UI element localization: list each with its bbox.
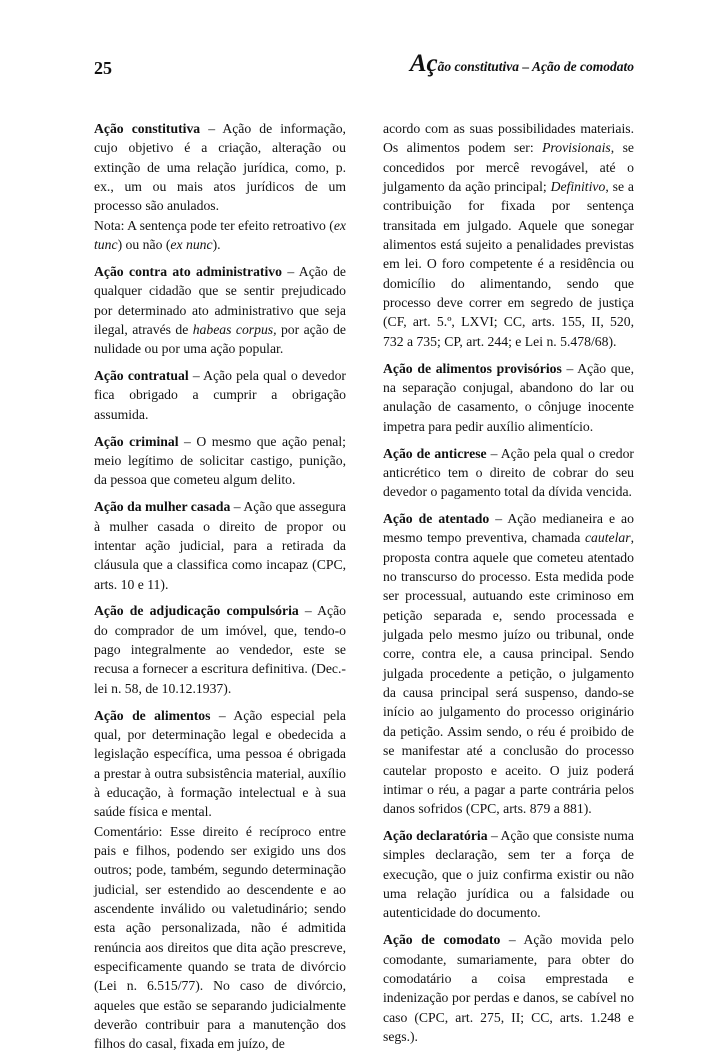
dictionary-entry (94, 366, 346, 424)
entry-italic-text: habeas corpus, (192, 321, 277, 337)
entry-text: – Ação pela qual o credor anticrético tem o direito de cobrar do seu devedor o pagamento total da dívida vencida. (383, 445, 634, 500)
entry-term: Ação de alimentos provisórios (383, 360, 562, 376)
entry-italic-text: cautelar (584, 530, 631, 546)
entry-term: Ação da mulher casada (94, 499, 231, 515)
entry-text: ). (212, 237, 221, 253)
entry-text: – Ação que, na separação conjugal, abandono do lar ou anulação de casamento, o cônjuge inocente impetra para pedir auxílio alimentício. (383, 360, 634, 434)
entry-italic-text: Provisionais (542, 140, 611, 156)
entry-term: Ação de adjudicação compulsória (94, 603, 299, 619)
dictionary-entry (383, 509, 634, 819)
entry-text: , se concedidos por mercê revogável, até o julgamento da ação principal; (383, 140, 634, 195)
entry-text: – Ação do comprador de um imóvel, que, tendo-o pago integralmente ao vendedor, este se recusa a fornecer a escritura definitiva. (Dec.-lei n. 58, de 10.12.1937). (94, 603, 346, 696)
entry-text: – Ação de informação, cujo objetivo é a criação, alteração ou extinção de uma relação jurídica, como, p. ex., um ou mais atos jurídicos de um processo são anulados. (94, 121, 346, 214)
dictionary-entry (383, 930, 634, 1046)
running-head-initial: Aç (409, 50, 438, 77)
dictionary-entry (94, 497, 346, 594)
running-head (410, 50, 634, 78)
entry-text: Comentário: Esse direito é recíproco entre pais e filhos, podendo ser exigido uns dos outros; pode, também, segundo determinação judicial, ser estendido ao descendente e ao ascendente inválido ou valetudinário; sendo esta ação personalizada, não é admitida renúncia aos direitos que dita ação prescreve, especificamente quando se trata de divórcio (Lei n. 6.515/77). No caso de divórcio, aqueles que estão se separando judicialmente deverão contribuir para a manutenção dos filhos do casal, fixada em juízo, de (94, 823, 346, 1052)
entry-text: Nota: A sentença pode ter efeito retroativo ( (94, 217, 334, 233)
entry-text: – Ação pela qual o devedor fica obrigado a cumprir a obrigação assumida. (94, 368, 346, 422)
dictionary-entry (94, 432, 346, 490)
entry-text: ) ou não ( (117, 237, 171, 253)
entry-term: Ação de anticrese (383, 445, 487, 461)
dictionary-entry (94, 262, 346, 359)
entry-text: – Ação de qualquer cidadão que se sentir prejudicado por determinado ato administrativo que seja ilegal, através de (94, 263, 346, 337)
entry-text: – Ação medianeira e ao mesmo tempo preventiva, chamada (383, 511, 634, 546)
entry-term: Ação de atentado (383, 511, 490, 527)
entry-term: Ação contra ato administrativo (94, 263, 282, 279)
entry-text: acordo com as suas possibilidades materiais. Os alimentos podem ser: (383, 121, 634, 156)
dictionary-entry (94, 601, 346, 698)
entry-text: – Ação especial pela qual, por determinação legal e obedecida a legislação específica, uma pessoa é obrigada a prestar à outra subsistência material, auxílio à educação, à formação intelectual e à sua saúde física e mental. (94, 707, 346, 820)
entry-term: Ação criminal (94, 433, 179, 449)
entry-term: Ação contratual (94, 368, 189, 384)
entry-text: , se a contribuição for fixada por sentença transitada em julgado. Aquele que sonegar alimentos está sujeito a penalidades previstas em lei. O foro competente é a residência ou domicílio do alimentando, sendo que processo deve correr em segredo de justiça (CF, art. 5.º, LXVI; CC, arts. 155, II, 520, 732 a 735; CP, art. 244; e Lei n. 5.478/68). (383, 179, 634, 349)
running-head-text: ão constitutiva – Ação de comodato (437, 59, 634, 74)
left-column (94, 119, 346, 1061)
dictionary-entry (383, 359, 634, 436)
entry-term: Ação de comodato (383, 932, 501, 948)
page-number: 25 (94, 58, 112, 78)
entry-text: – Ação movida pelo comodante, sumariamente, para obter do comodatário a coisa emprestada e indenização por perdas e danos, se cabível no caso (CPC, art. 275, II; CC, arts. 1.248 e segs.). (383, 932, 634, 1044)
entry-text: – O mesmo que ação penal; meio legítimo de solicitar castigo, punição, da pessoa que cometeu algum delito. (94, 433, 346, 488)
entry-text: – Ação que consiste numa simples declaração, sem ter a força de execução, que o juiz confirma existir ou não uma relação jurídica ou a falsidade ou autenticidade do documento. (383, 828, 634, 921)
dictionary-entry (383, 826, 634, 923)
entry-text: – Ação que assegura à mulher casada o direito de propor ou intentar ação judicial, para a retirada da cláusula que a classifica como incapaz (CPC, arts. 10 e 11). (94, 499, 347, 592)
dictionary-entry (94, 119, 346, 254)
dictionary-entry (383, 444, 634, 502)
entry-term: Ação de alimentos (94, 707, 211, 723)
dictionary-entry (383, 119, 634, 351)
entry-italic-text: ex nunc (170, 237, 213, 253)
entry-term: Ação declaratória (383, 828, 488, 844)
entry-italic-text: Definitivo (550, 179, 606, 195)
right-column (383, 119, 634, 1054)
page-header (94, 50, 634, 84)
entry-text: , proposta contra aquele que cometeu atentado no transcurso do processo. Esta medida pode ser processual, autuando este criminoso em petição separada e, sendo processada e julgada pelo mesmo juízo ou tribunal, onde corre, contra ele, a causa principal. Sendo julgada procedente a petição, o julgamento da causa principal será suspenso, dando-se início ao julgamento do processo originário da petição. Assim sendo, o réu é proibido de se manifestar até a conclusão do processo cautelar proposto e aceito. O juiz poderá intimar o réu, a pagar a parte contrária pelos danos sofridos (CPC, arts. 879 a 881). (383, 530, 634, 817)
dictionary-entry (94, 706, 346, 1054)
entry-term: Ação constitutiva (94, 121, 201, 136)
entry-text: por ação de nulidade ou por uma ação popular. (94, 321, 346, 357)
entry-italic-text: ex tunc (94, 217, 346, 253)
